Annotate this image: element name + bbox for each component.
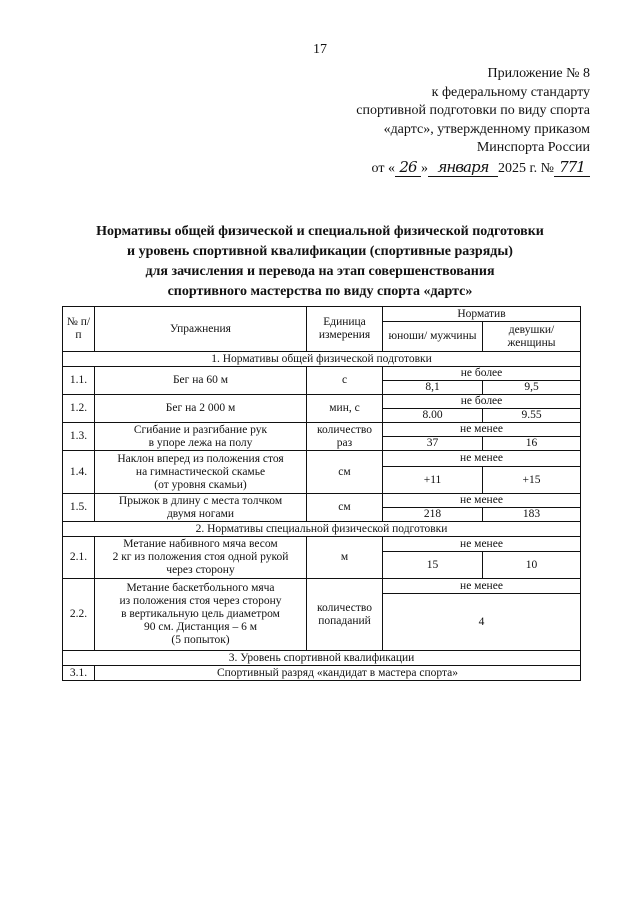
row-exercise-line: Прыжок в длину с места толчком: [118, 494, 283, 507]
row-condition: не менее: [383, 579, 581, 594]
row-girls-value: 183: [483, 508, 581, 522]
row-exercise-line: Метание набивного мяча весом: [123, 538, 278, 550]
row-unit: м: [307, 537, 383, 579]
page-number: 17: [313, 42, 327, 57]
row-exercise-line: 2 кг из положения стоя одной рукой: [112, 551, 289, 563]
row-unit: [307, 579, 383, 651]
appendix-line: Минспорта России: [476, 140, 590, 155]
row-unit: см: [307, 451, 383, 494]
appendix-line: «дартс», утвержденному приказом: [383, 121, 590, 137]
section-row: [63, 522, 581, 537]
row-num: 1.2.: [63, 395, 95, 423]
row-exercise-line: (5 попыток): [171, 634, 230, 646]
row-boys-value: 8,1: [383, 381, 483, 395]
row-exercise: [95, 579, 307, 651]
order-number: 771: [554, 158, 590, 178]
row-boys-value: 8.00: [383, 409, 483, 423]
row-condition: не менее: [383, 423, 581, 437]
row-unit: [307, 423, 383, 451]
appendix-line: спортивной подготовки по виду спорта: [356, 103, 590, 118]
header-unit: Единица измерения: [307, 307, 383, 352]
row-exercise-line: в упоре лежа на полу: [148, 436, 253, 449]
table-row: [63, 666, 581, 681]
row-exercise-line: Наклон вперед из положения стоя: [117, 452, 284, 465]
row-condition: не менее: [383, 537, 581, 552]
row-num: 1.1.: [63, 367, 95, 395]
row-num: 1.5.: [63, 494, 95, 522]
row-exercise-line: двумя ногами: [166, 507, 235, 520]
row-exercise-line: на гимнастической скамье: [135, 465, 266, 478]
row-exercise-line: через сторону: [166, 564, 235, 576]
row-qualification: Спортивный разряд «кандидат в мастера спорта»: [95, 666, 581, 681]
row-num: 2.1.: [63, 537, 95, 579]
order-from-label: от «: [371, 160, 395, 176]
appendix-block: [290, 65, 590, 178]
row-num: 1.4.: [63, 451, 95, 494]
row-num: 1.3.: [63, 423, 95, 451]
section-title: 3. Уровень спортивной квалификации: [63, 651, 581, 666]
norms-table: [62, 306, 581, 681]
row-boys-value: +11: [383, 467, 483, 494]
row-girls-value: 9,5: [483, 381, 581, 395]
row-unit-line: раз: [336, 436, 353, 449]
row-unit: мин, с: [307, 395, 383, 423]
row-num: 3.1.: [63, 666, 95, 681]
header-norm: Норматив: [383, 307, 581, 322]
row-girls-value: 16: [483, 437, 581, 451]
row-exercise-line: 90 см. Дистанция – 6 м: [143, 621, 258, 633]
row-exercise-line: (от уровня скамьи): [154, 478, 247, 491]
table-row: [63, 395, 581, 409]
row-girls-value: 9.55: [483, 409, 581, 423]
section-title: 1. Нормативы общей физической подготовки: [63, 352, 581, 367]
row-condition: не более: [383, 367, 581, 381]
row-exercise: [95, 423, 307, 451]
section-row: [63, 651, 581, 666]
row-condition: не менее: [383, 451, 581, 467]
header-num: № п/п: [63, 307, 95, 352]
header-girls: девушки/ женщины: [483, 322, 581, 352]
row-girls-value: +15: [483, 467, 581, 494]
document-title: [0, 222, 640, 302]
table-row: [63, 579, 581, 594]
row-exercise: [95, 451, 307, 494]
table-row: [63, 494, 581, 508]
row-unit-line: попаданий: [318, 614, 371, 627]
row-boys-value: 37: [383, 437, 483, 451]
row-num: 2.2.: [63, 579, 95, 651]
order-month: января: [428, 158, 498, 178]
header-boys: юноши/ мужчины: [383, 322, 483, 352]
title-line: и уровень спортивной квалификации (спортивные разряды): [127, 244, 513, 259]
order-year-label: 2025 г. №: [497, 160, 554, 176]
row-girls-value: 10: [483, 552, 581, 579]
row-exercise: Бег на 2 000 м: [95, 395, 307, 423]
row-condition: не более: [383, 395, 581, 409]
order-date-line: [290, 158, 590, 179]
appendix-line: Приложение № 8: [487, 66, 590, 81]
title-line: спортивного мастерства по виду спорта «дартс»: [167, 284, 473, 299]
row-condition: не менее: [383, 494, 581, 508]
table-row: [63, 367, 581, 381]
row-exercise: [95, 494, 307, 522]
row-exercise: Бег на 60 м: [95, 367, 307, 395]
row-common-value: 4: [383, 594, 581, 651]
row-unit: с: [307, 367, 383, 395]
row-boys-value: 218: [383, 508, 483, 522]
appendix-line: к федеральному стандарту: [431, 84, 590, 100]
row-exercise: [95, 537, 307, 579]
table-row: [63, 451, 581, 467]
header-exercise: Упражнения: [95, 307, 307, 352]
row-unit-line: количество: [317, 601, 372, 614]
row-unit: см: [307, 494, 383, 522]
title-line: Нормативы общей физической и специальной физической подготовки: [96, 224, 544, 239]
row-exercise-line: Метание баскетбольного мяча: [126, 582, 275, 594]
title-line: для зачисления и перевода на этап совершенствования: [145, 264, 495, 279]
row-exercise-line: Сгибание и разгибание рук: [133, 423, 268, 436]
row-exercise-line: из положения стоя через сторону: [119, 595, 282, 607]
row-boys-value: 15: [383, 552, 483, 579]
order-day: 26: [395, 158, 421, 178]
table-row: [63, 423, 581, 437]
section-row: [63, 352, 581, 367]
table-row: [63, 537, 581, 552]
row-unit-line: количество: [317, 423, 372, 436]
order-mid: »: [420, 160, 428, 176]
section-title: 2. Нормативы специальной физической подготовки: [63, 522, 581, 537]
row-exercise-line: в вертикальную цель диаметром: [121, 608, 280, 620]
header-row: [63, 307, 581, 322]
